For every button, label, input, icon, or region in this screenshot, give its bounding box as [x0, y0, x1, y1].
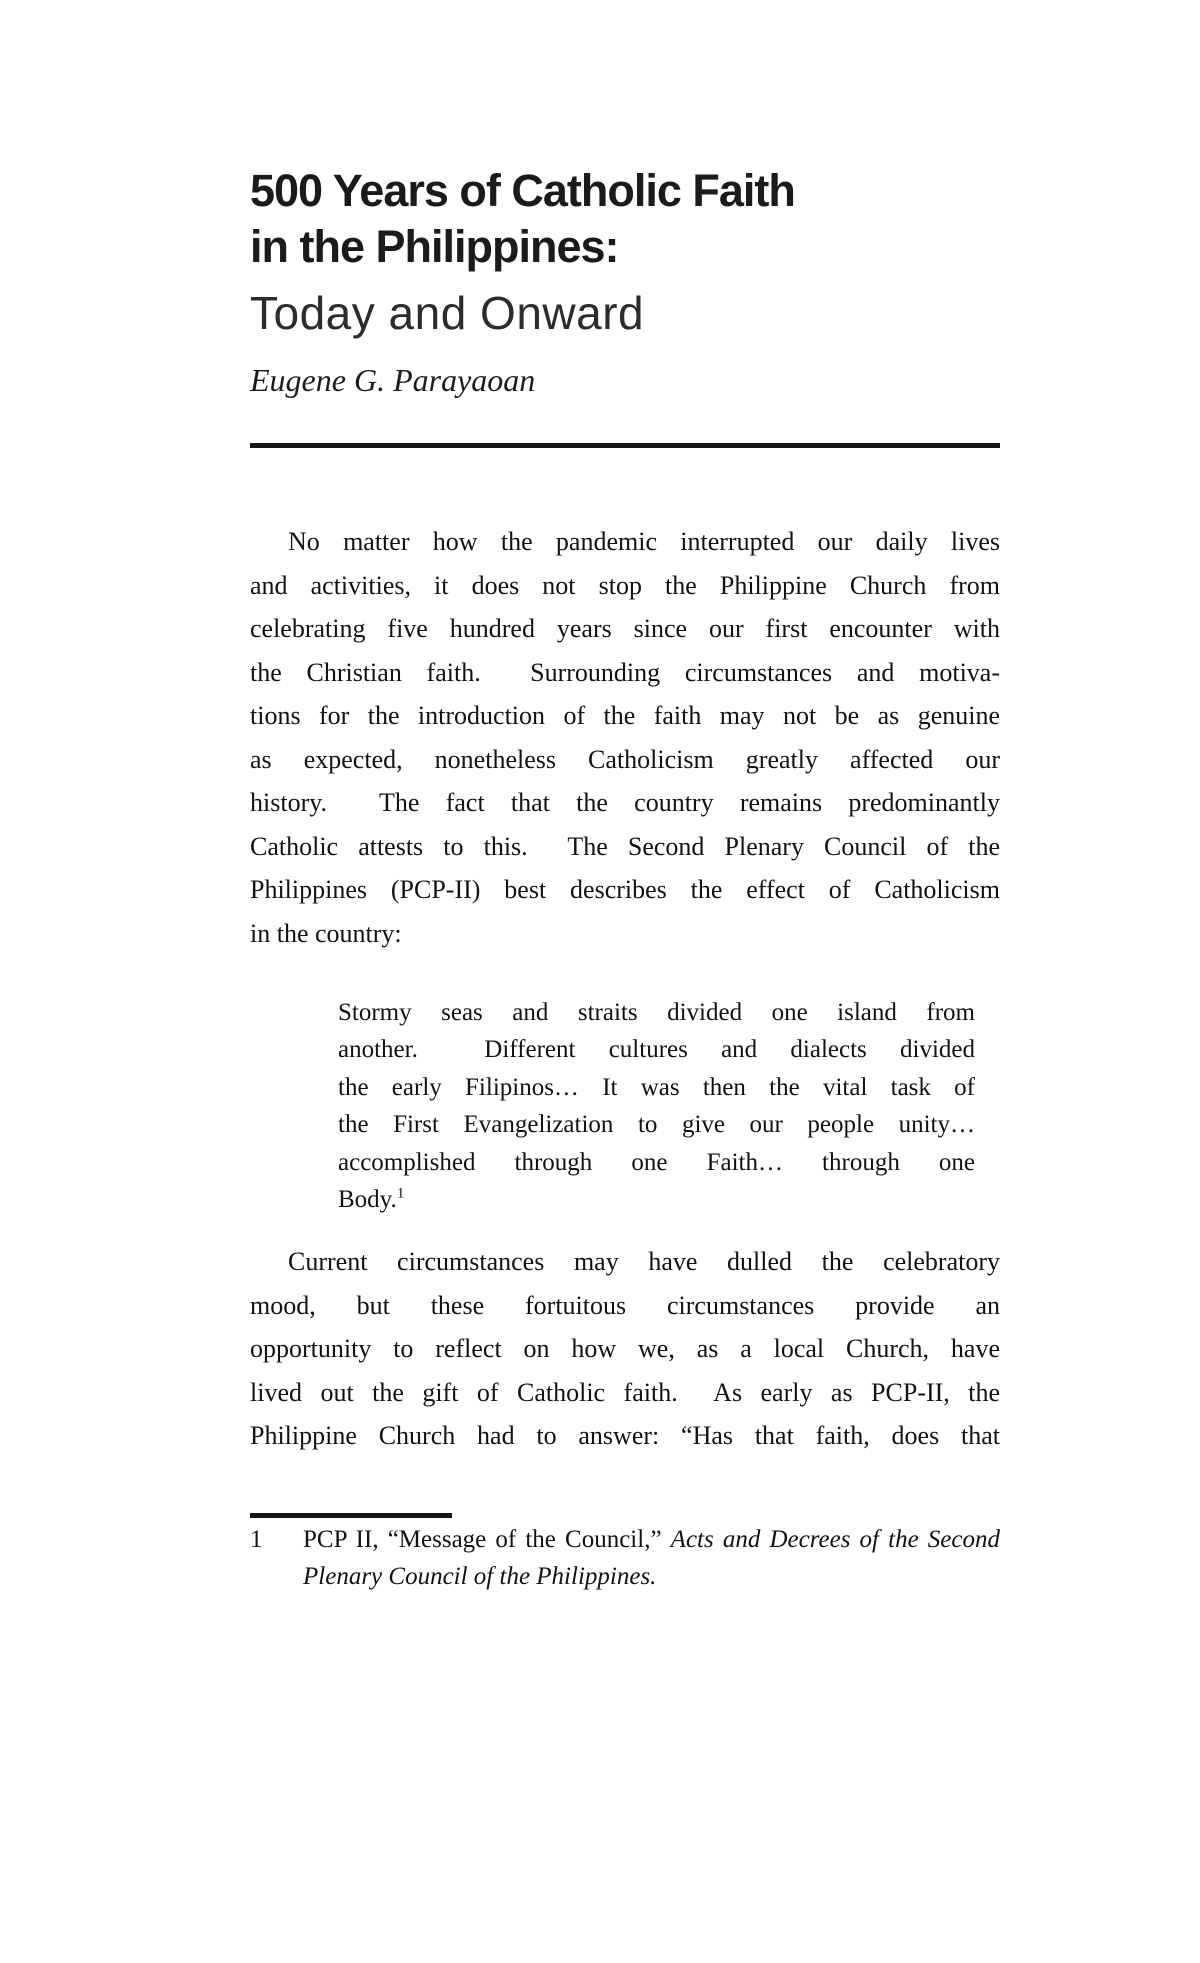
- quote-last-text: Body.: [338, 1186, 397, 1214]
- quote-line: the First Evangelization to give our people unity…: [338, 1111, 975, 1139]
- author-name: Eugene G. Parayaoan: [250, 362, 536, 398]
- quote-line: the early Filipinos… It was then the vital task of: [338, 1073, 975, 1101]
- body-line: in the country:: [250, 918, 402, 948]
- header-rule: [250, 443, 1000, 448]
- body-line: as expected, nonetheless Catholicism greatly affected our: [250, 744, 1000, 774]
- footnote-citation-title: Acts and Decrees of the Second: [670, 1525, 1000, 1553]
- footnote-rule: [250, 1513, 452, 1518]
- body-line: history. The fact that the country remains predominantly: [250, 788, 1000, 817]
- body-line: Current circumstances may have dulled the celebratory: [288, 1247, 1000, 1277]
- body-line: No matter how the pandemic interrupted our daily lives: [288, 527, 1000, 556]
- body-line: tions for the introduction of the faith may not be as genuine: [250, 701, 1000, 730]
- body-line: Catholic attests to this. The Second Plenary Council of the: [250, 831, 1000, 861]
- document-page: [0, 163, 1200, 1963]
- body-line: Philippines (PCP-II) best describes the effect of Catholicism: [250, 875, 1000, 904]
- title-line-2: in the Philippines:: [250, 221, 619, 272]
- quote-line: another. Different cultures and dialects divided: [338, 1036, 975, 1064]
- article-subtitle: Today and Onward: [250, 287, 645, 339]
- body-line: and activities, it does not stop the Philippine Church from: [250, 570, 1000, 600]
- footnote-citation-roman: PCP II, “Message of the Council,”: [303, 1525, 671, 1553]
- body-line: mood, but these fortuitous circumstances provide an: [250, 1290, 1000, 1320]
- paragraph-2: [250, 1240, 1000, 1458]
- footnote-line: [303, 1521, 1000, 1559]
- title-line-1: 500 Years of Catholic Faith: [250, 165, 795, 216]
- footnote-1: [250, 1521, 1000, 1596]
- paragraph-1: [250, 520, 1000, 955]
- footnote-number: 1: [250, 1525, 263, 1553]
- body-line: Philippine Church had to answer: “Has that faith, does that: [250, 1421, 1000, 1451]
- body-line: opportunity to reflect on how we, as a local Church, have: [250, 1334, 1000, 1364]
- footnote-reference-1: 1: [396, 1185, 405, 1202]
- footnote-line: Plenary Council of the Philippines.: [303, 1563, 657, 1591]
- body-line: the Christian faith. Surrounding circumstances and motiva-: [250, 657, 1000, 687]
- block-quote: [338, 994, 975, 1218]
- footnote-text: [303, 1521, 1000, 1596]
- body-line: lived out the gift of Catholic faith. As early as PCP-II, the: [250, 1377, 1000, 1407]
- quote-line: accomplished through one Faith… through one: [338, 1148, 975, 1176]
- quote-line: [338, 1181, 975, 1218]
- text-column: [250, 163, 1000, 1596]
- quote-line: Stormy seas and straits divided one island from: [338, 999, 975, 1026]
- article-title: [250, 163, 1000, 275]
- body-line: celebrating five hundred years since our first encounter with: [250, 614, 1000, 643]
